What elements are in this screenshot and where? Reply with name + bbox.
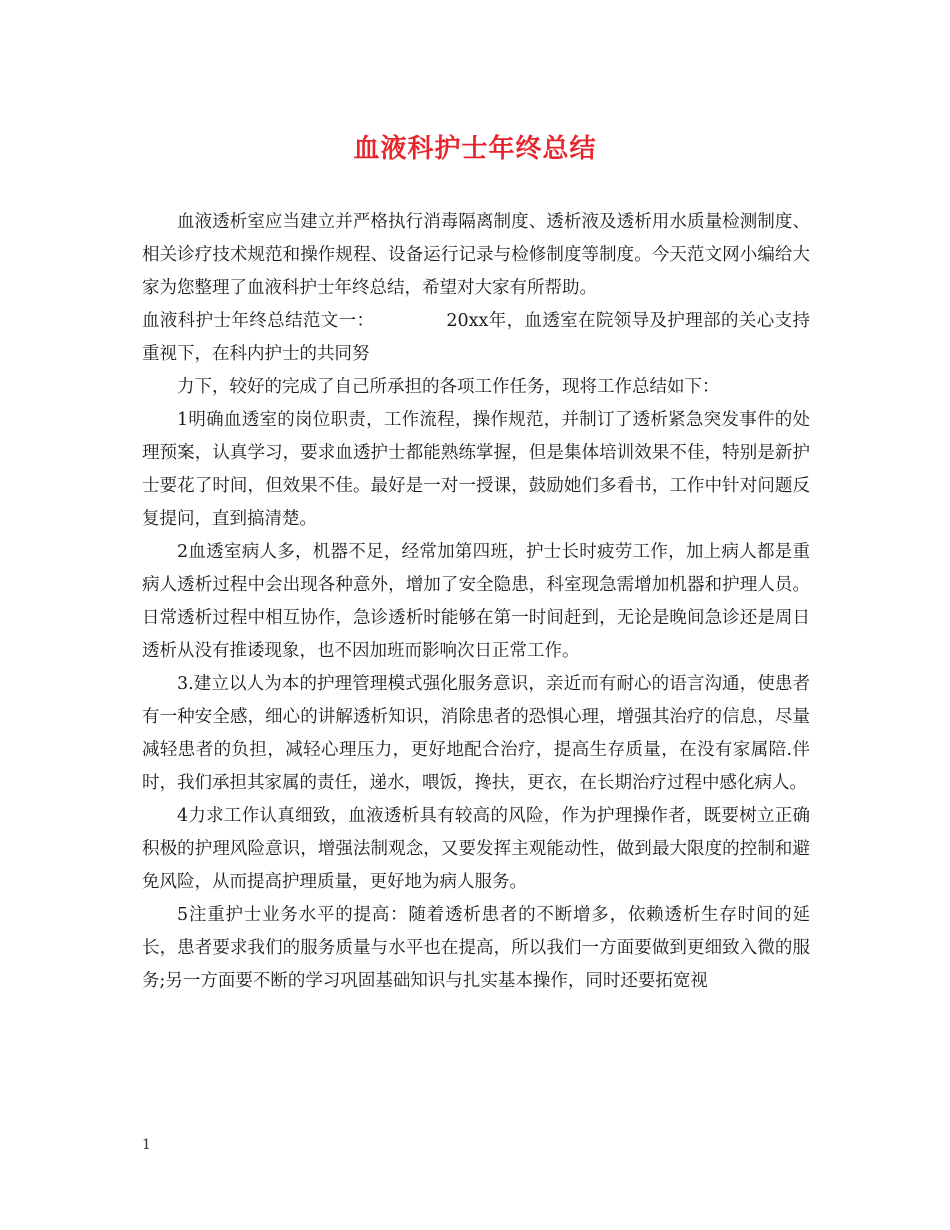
sample-label: 血液科护士年终总结范文一： xyxy=(142,311,375,331)
item-paragraph-5: 5注重护士业务水平的提高：随着透析患者的不断增多，依赖透析生存时间的延长，患者要求我们的服务质量与水平也在提高，所以我们一方面要做到更细致入微的服务;另一方面要不断的学习巩固基础知识与扎实基本操作，同时还要拓宽视 xyxy=(142,905,810,991)
sample-continuation: 力下，较好的完成了自己所承担的各项工作任务，现将工作总结如下： xyxy=(177,377,720,397)
sample-paragraph xyxy=(142,305,810,371)
document-title: 血液科护士年终总结 xyxy=(353,134,597,164)
intro-paragraph: 血液透析室应当建立并严格执行消毒隔离制度、透析液及透析用水质量检测制度、相关诊疗技术规范和操作规程、设备运行记录与检修制度等制度。今天范文网小编给大家为您整理了血液科护士年终总结，希望对大家有所帮助。 xyxy=(142,212,810,298)
item-paragraph-2: 2血透室病人多，机器不足，经常加第四班，护士长时疲劳工作，加上病人都是重病人透析过程中会出现各种意外，增加了安全隐患，科室现急需增加机器和护理人员。日常透析过程中相互协作，急诊透析时能够在第一时间赶到，无论是晚间急诊还是周日透析从没有推诿现象，也不因加班而影响次日正常工作。 xyxy=(142,542,810,661)
sample-start: 20xx年，血透室在院领导及护理部的关心支持重视下，在科内护士的共同努 xyxy=(142,311,811,364)
item-paragraph-1: 1明确血透室的岗位职责，工作流程，操作规范，并制订了透析紧急突发事件的处理预案，认真学习，要求血透护士都能熟练掌握，但是集体培训效果不佳，特别是新护士要花了时间，但效果不佳。最好是一对一授课，鼓励她们多看书，工作中针对问题反复提问，直到搞清楚。 xyxy=(142,410,810,529)
document-body xyxy=(142,206,810,998)
item-paragraph-4: 4力求工作认真细致，血液透析具有较高的风险，作为护理操作者，既要树立正确积极的护理风险意识，增强法制观念，又要发挥主观能动性，做到最大限度的控制和避免风险，从而提高护理质量，更好地为病人服务。 xyxy=(142,806,810,892)
page-number: 1 xyxy=(142,1137,151,1153)
item-paragraph-3: 3.建立以人为本的护理管理模式强化服务意识，亲近而有耐心的语言沟通，使患者有一种安全感，细心的讲解透析知识，消除患者的恐惧心理，增强其治疗的信息，尽量减轻患者的负担，减轻心理压力，更好地配合治疗，提高生存质量，在没有家属陪.伴时，我们承担其家属的责任，递水，喂饭，搀扶，更衣，在长期治疗过程中感化病人。 xyxy=(142,674,810,793)
